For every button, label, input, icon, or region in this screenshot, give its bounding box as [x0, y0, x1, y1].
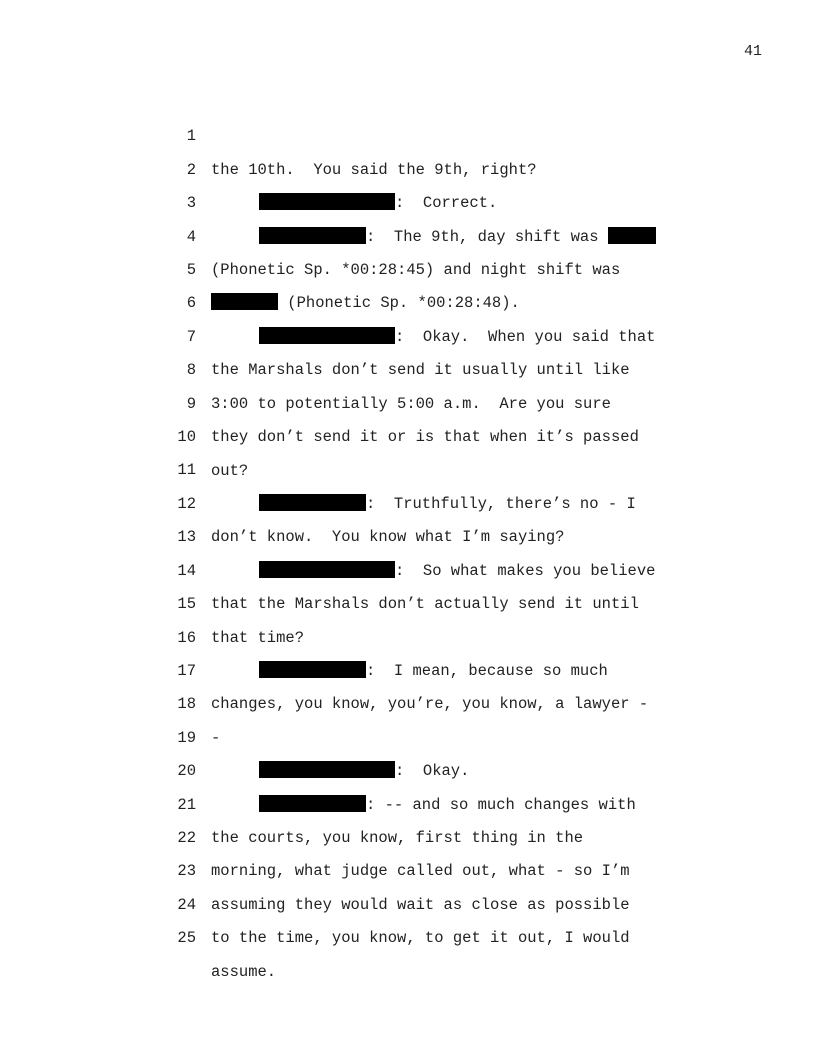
line-text: morning, what judge called out, what - so I’m	[211, 862, 630, 881]
line-text: : Okay. When you said that	[395, 327, 656, 346]
line-text: the courts, you know, first thing in the	[211, 828, 584, 847]
line-text: that time?	[211, 628, 305, 647]
line-text: that the Marshals don’t actually send it until	[211, 595, 639, 614]
line-number: 11	[177, 461, 196, 480]
line-text: 3:00 to potentially 5:00 a.m. Are you sure	[211, 394, 611, 413]
line-text: don’t know. You know what I’m saying?	[211, 528, 565, 547]
page-number: 41	[743, 43, 762, 60]
line-number: 2	[186, 160, 196, 179]
line-text: to the time, you know, to get it out, I would	[211, 929, 630, 948]
line-number: 3	[186, 194, 196, 213]
line-number: 10	[177, 428, 196, 447]
line-text: : -- and so much changes with	[366, 795, 636, 814]
line-text: (Phonetic Sp. *00:28:45) and night shift was	[211, 261, 621, 280]
line-number: 21	[177, 795, 196, 814]
line-text: changes, you know, you’re, you know, a lawyer -	[211, 695, 649, 714]
line-text: : Okay.	[395, 762, 470, 781]
line-text: : Truthfully, there’s no - I	[366, 494, 636, 513]
line-number: 14	[177, 561, 196, 580]
line-number: 17	[177, 661, 196, 680]
line-number: 5	[186, 261, 196, 280]
transcript-body	[0, 87, 816, 981]
line-text: they don’t send it or is that when it’s passed	[211, 428, 639, 447]
line-number: 15	[177, 595, 196, 614]
line-number: 12	[177, 494, 196, 513]
line-number: 4	[186, 227, 196, 246]
line-number: 8	[186, 361, 196, 380]
line-number: 6	[186, 294, 196, 313]
line-number: 24	[177, 895, 196, 914]
line-number: 9	[186, 394, 196, 413]
line-text: (Phonetic Sp. *00:28:48).	[278, 294, 520, 313]
line-number: 7	[186, 327, 196, 346]
line-text: : Correct.	[395, 194, 498, 213]
line-number: 1	[186, 127, 196, 146]
line-text: assuming they would wait as close as possible	[211, 895, 630, 914]
line-text: out?	[211, 461, 249, 480]
line-number: 18	[177, 695, 196, 714]
line-number: 16	[177, 628, 196, 647]
line-text: assume.	[211, 962, 277, 981]
line-text: the Marshals don’t send it usually until like	[211, 361, 630, 380]
line-number: 23	[177, 862, 196, 881]
line-text: : I mean, because so much	[366, 661, 608, 680]
line-number: 19	[177, 728, 196, 747]
line-number: 25	[177, 929, 196, 948]
line-number: 20	[177, 762, 196, 781]
line-text: -	[211, 728, 221, 747]
line-number: 13	[177, 528, 196, 547]
line-number: 22	[177, 828, 196, 847]
line-text: : The 9th, day shift was	[366, 227, 608, 246]
line-text: the 10th. You said the 9th, right?	[211, 160, 537, 179]
line-text: : So what makes you believe	[395, 561, 656, 580]
transcript-line	[0, 87, 816, 179]
